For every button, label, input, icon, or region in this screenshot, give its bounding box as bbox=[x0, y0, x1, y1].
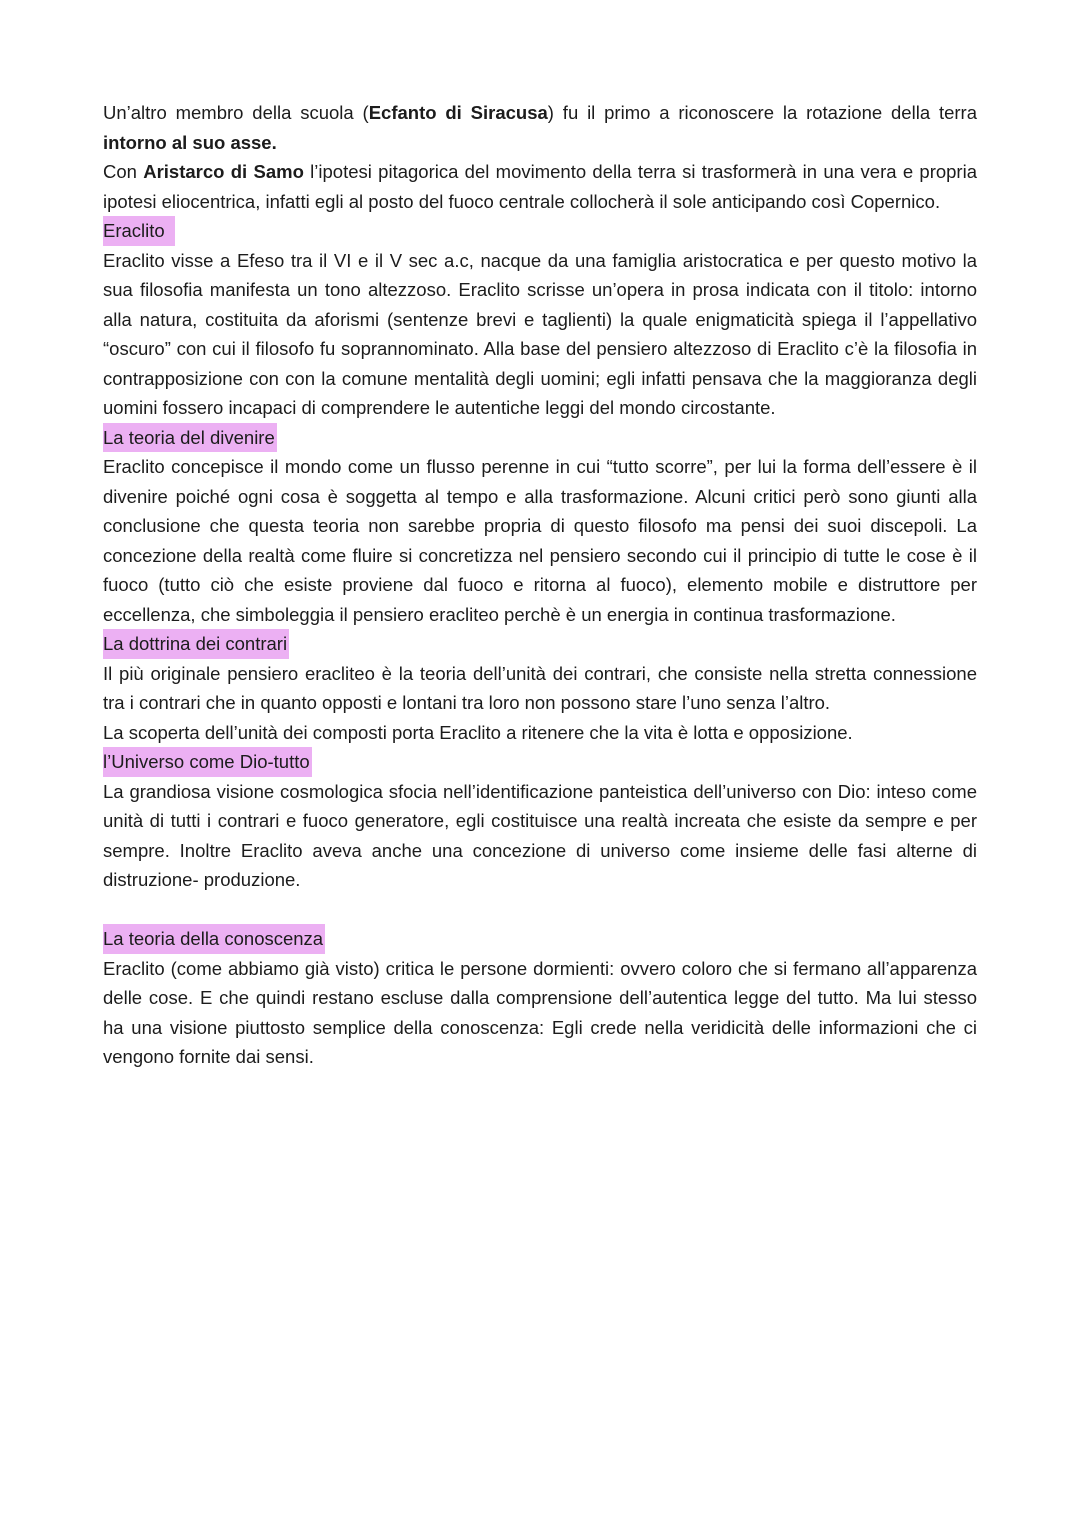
highlighted-heading: La teoria del divenire bbox=[103, 423, 277, 453]
highlighted-heading: La dottrina dei contrari bbox=[103, 629, 289, 659]
section-heading-contrari bbox=[103, 629, 977, 659]
section-paragraph: La grandiosa visione cosmologica sfocia nell’identificazione panteistica dell’universo con Dio: inteso come unità di tutti i contrari e fuoco generatore, egli costituisce una realtà increata che esiste da sempre e per sempre. Inoltre Eraclito aveva anche una concezione di universo come insieme delle fasi alterne di distruzione- produzione. bbox=[103, 780, 977, 890]
text-run: Con bbox=[103, 161, 144, 182]
section-heading-eraclito bbox=[103, 216, 977, 246]
section-heading-divenire bbox=[103, 423, 977, 453]
intro-paragraph-ecfanto bbox=[103, 98, 977, 157]
section-paragraph: Eraclito concepisce il mondo come un flusso perenne in cui “tutto scorre”, per lui la forma dell’essere è il divenire poiché ogni cosa è soggetta al tempo e alla trasformazione. Alcuni critici però sono giunti alla conclusione che questa teoria non sarebbe propria di questo filosofo ma pensi dei suoi discepoli. La concezione della realtà come fluire si concretizza nel pensiero secondo cui il principio di tutte le cose è il fuoco (tutto ciò che esiste proviene dal fuoco e ritorna al fuoco), elemento mobile e distruttore per eccellenza, che simboleggia il pensiero eracliteo perchè è un energia in continua trasformazione. bbox=[103, 456, 977, 625]
bold-phrase-asse: intorno al suo asse. bbox=[103, 131, 277, 153]
section-heading-conoscenza bbox=[103, 924, 977, 954]
highlighted-heading: La teoria della conoscenza bbox=[103, 924, 325, 954]
section-paragraph: La scoperta dell’unità dei composti porta Eraclito a ritenere che la vita è lotta e opposizione. bbox=[103, 721, 853, 743]
section-paragraph: Eraclito (come abbiamo già visto) critica le persone dormienti: ovvero coloro che si fermano all’apparenza delle cose. E che quindi restano escluse dalla comprensione dell’autentica legge del tutto. Ma lui stesso ha una visione piuttosto semplice della conoscenza: Egli crede nella veridicità delle informazioni che ci vengono fornite dai sensi. bbox=[103, 957, 977, 1067]
text-run: Un’altro membro della scuola ( bbox=[103, 102, 369, 123]
highlighted-heading: Eraclito bbox=[103, 216, 175, 246]
bold-name-aristarco: Aristarco di Samo bbox=[143, 161, 304, 182]
section-paragraph: Il più originale pensiero eracliteo è la teoria dell’unità dei contrari, che consiste nella stretta connessione tra i contrari che in quanto opposti e lontani tra loro non possono stare l’uno senza l’altro. bbox=[103, 662, 977, 713]
intro-paragraph-aristarco bbox=[103, 157, 977, 216]
section-heading-universo bbox=[103, 747, 977, 777]
section-paragraph: Eraclito visse a Efeso tra il VI e il V sec a.c, nacque da una famiglia aristocratica e per questo motivo la sua filosofia manifesta un tono altezzoso. Eraclito scrisse un’opera in prosa indicata con il titolo: intorno alla natura, costituita da aforismi (sentenze brevi e taglienti) la quale enigmaticità spiega il l’appellativo “oscuro” con cui il filosofo fu soprannominato. Alla base del pensiero altezzoso di Eraclito c’è la filosofia in contrapposizione con con la comune mentalità degli uomini; egli infatti pensava che la maggioranza degli uomini fossero incapaci di comprendere le autentiche leggi del mondo circostante. bbox=[103, 249, 977, 418]
document-page bbox=[103, 98, 977, 1072]
blank-line bbox=[103, 895, 977, 925]
text-run: ) fu il primo a riconoscere la rotazione della terra bbox=[547, 102, 977, 123]
text-run: l’ipotesi pitagorica del movimento della terra si trasformerà in una vera e propria ipotesi eliocentrica, infatti egli al posto del fuoco centrale collocherà il sole anticipando così Copernico. bbox=[103, 161, 977, 212]
bold-name-ecfanto: Ecfanto di Siracusa bbox=[368, 102, 548, 123]
highlighted-heading: l’Universo come Dio-tutto bbox=[103, 747, 312, 777]
